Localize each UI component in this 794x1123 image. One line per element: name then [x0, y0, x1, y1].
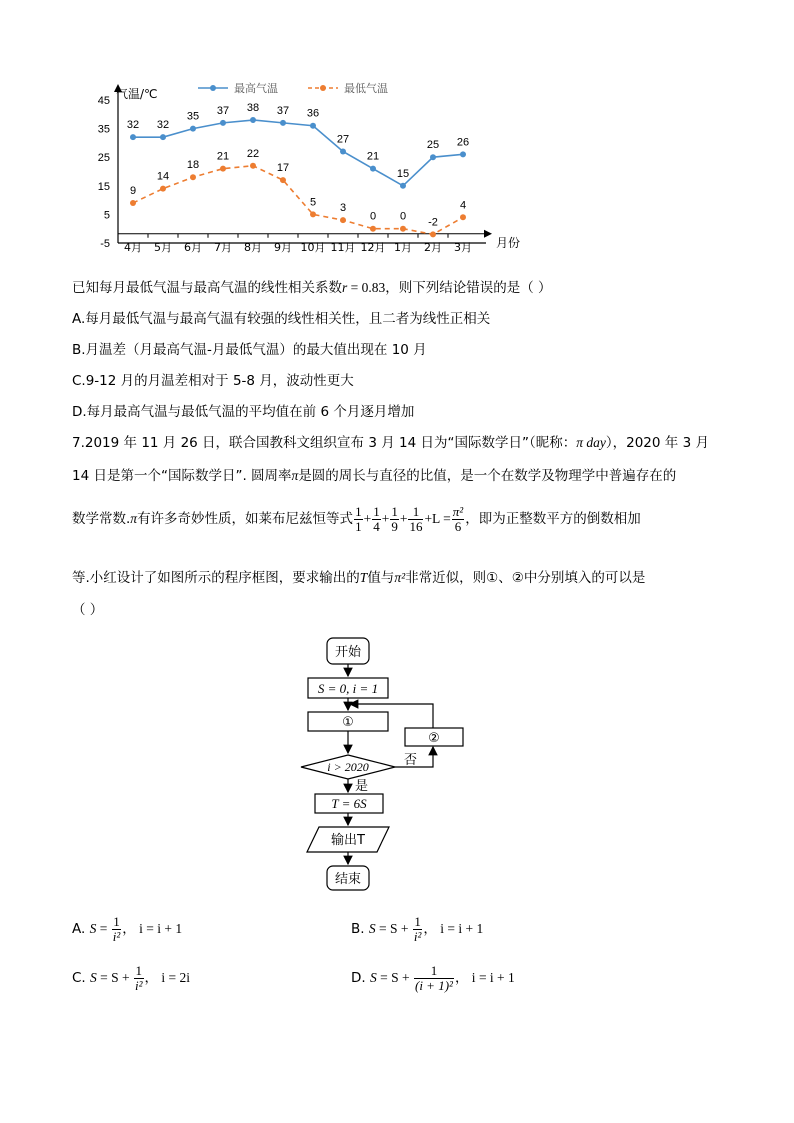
fraction-1-16: $\frac{1}{16}$ — [409, 503, 423, 534]
flow-start-label: 开始 — [334, 645, 362, 660]
data-point — [340, 217, 346, 223]
data-label: 5 — [309, 196, 317, 209]
data-label: 9 — [129, 184, 137, 197]
series-line — [133, 120, 463, 186]
data-label: 26 — [456, 136, 470, 149]
x-tick-label: 3月 — [454, 241, 472, 254]
flow-cond-label: i > 2020 — [327, 760, 369, 774]
q6-stem-text: 已知每月最低气温与最高气温的线性相关系数 — [72, 280, 342, 296]
data-label: 0 — [369, 210, 377, 223]
data-point — [130, 200, 136, 206]
data-point — [190, 174, 196, 180]
data-point — [280, 120, 286, 126]
x-tick-label: 4月 — [124, 241, 142, 254]
data-label: 38 — [246, 102, 260, 115]
x-tick-label: 7月 — [214, 241, 232, 254]
data-label: 36 — [306, 107, 320, 120]
data-label: 14 — [156, 170, 170, 183]
data-point — [130, 134, 136, 140]
x-axis-arrow — [484, 230, 492, 238]
data-point — [190, 126, 196, 132]
answer-d: D. S = S + $\frac{1}{\text{(i + 1)²}}$ ， i = i + 1 — [351, 963, 515, 993]
data-label: 18 — [186, 159, 200, 172]
data-label: 27 — [336, 133, 350, 146]
x-tick-label: 2月 — [424, 241, 442, 254]
y-tick-label: 35 — [97, 123, 110, 136]
legend-marker — [320, 85, 326, 91]
answer-c: C. S = S + $\frac{1}{\text{i²}}$ ， i = 2i — [72, 963, 191, 993]
data-point — [160, 134, 166, 140]
q7-l4-text: 等.小红设计了如图所示的程序框图，要求输出的 — [72, 570, 360, 586]
data-point — [310, 211, 316, 217]
data-point — [310, 123, 316, 129]
fraction-pi2-6: $\frac{\text{π²}}{6}$ — [452, 503, 464, 534]
q7-l3-mid: 有许多奇妙性质，如莱布尼兹恒等式 — [137, 511, 354, 527]
q7-T: T — [359, 570, 368, 585]
q6-stem-end: ，则下列结论错误的是（ ） — [385, 280, 552, 296]
data-label: 22 — [246, 147, 260, 160]
q6-r-value: = 0.83 — [347, 280, 386, 295]
flow-box1-label: ① — [342, 715, 354, 730]
plus-sign: + — [399, 511, 408, 526]
x-tick-label: 11月 — [330, 241, 356, 254]
data-point — [220, 120, 226, 126]
data-label: 37 — [216, 104, 230, 117]
data-label: 21 — [366, 150, 380, 163]
fraction-1-4: $\frac{1}{4}$ — [373, 503, 380, 534]
data-point — [250, 117, 256, 123]
q7-l3-end: ，即为正整数平方的倒数相加 — [465, 511, 641, 527]
x-tick-label: 9月 — [274, 241, 292, 254]
legend-marker — [210, 85, 216, 91]
data-label: 17 — [276, 162, 290, 175]
q7-pi-sq: π² — [394, 570, 406, 585]
data-label: 3 — [339, 202, 347, 215]
legend-label: 最低气温 — [344, 82, 388, 95]
q7-l4-end: 非常近似，则①、②中分别填入的可以是 — [405, 570, 646, 586]
y-tick-label: 15 — [97, 180, 110, 193]
y-axis-label: 气温/℃ — [116, 87, 158, 101]
q7-pi-3: π — [130, 511, 138, 526]
q7-l1-end: ），2020 年 3 月 — [605, 435, 709, 451]
x-tick-label: 10月 — [300, 241, 326, 254]
q6-r-var: r — [342, 280, 348, 295]
data-point — [160, 186, 166, 192]
data-point — [370, 166, 376, 172]
flow-calc-label: T = 6S — [331, 796, 367, 811]
data-point — [400, 183, 406, 189]
flow-end-label: 结束 — [334, 872, 362, 887]
q7-l2-text: 14 日是第一个“国际数学日”. 圆周率 — [72, 468, 292, 484]
data-point — [400, 226, 406, 232]
data-point — [340, 148, 346, 154]
flow-box2-label: ② — [428, 731, 440, 746]
flow-init-label: S = 0, i = 1 — [317, 681, 379, 696]
data-label: 37 — [276, 104, 290, 117]
data-label: 21 — [216, 150, 230, 163]
data-point — [430, 154, 436, 160]
data-label: 32 — [156, 119, 170, 132]
program-flowchart — [295, 632, 475, 894]
q7-l4-mid: 值与 — [367, 570, 395, 586]
q7-paren: （ ） — [72, 602, 104, 618]
y-tick-label: 25 — [97, 152, 110, 165]
data-label: 4 — [459, 199, 467, 212]
fraction-1-1: $\frac{1}{1}$ — [355, 503, 362, 534]
q7-pi-2: π — [291, 468, 299, 483]
x-tick-label: 12月 — [360, 241, 386, 254]
x-tick-label: 8月 — [244, 241, 262, 254]
q7-line4 — [72, 566, 645, 586]
answer-a: A. S = $\frac{1}{\text{i²}}$ ， i = i + 1 — [72, 914, 183, 944]
data-label: -2 — [428, 216, 438, 229]
data-label: 15 — [396, 167, 410, 180]
data-point — [280, 177, 286, 183]
q6-option-d: D.每月最高气温与最低气温的平均值在前 6 个月逐月增加 — [72, 404, 415, 420]
x-tick-label: 6月 — [184, 241, 202, 254]
y-tick-label: -5 — [100, 238, 110, 250]
q7-pi: π — [576, 435, 583, 450]
flow-no-label: 否 — [404, 753, 418, 768]
data-point — [220, 166, 226, 172]
data-label: 25 — [426, 139, 440, 152]
x-axis-label: 月份 — [496, 236, 521, 250]
q7-line1 — [72, 431, 709, 451]
q7-l3-text: 数学常数. — [72, 511, 131, 527]
flow-output-label: 输出T — [331, 833, 365, 848]
x-tick-label: 1月 — [394, 241, 412, 254]
plus-sign: + — [381, 511, 390, 526]
data-point — [370, 226, 376, 232]
plus-sign: + — [363, 511, 372, 526]
data-point — [430, 231, 436, 237]
data-label: 0 — [399, 210, 407, 223]
ellipsis-equals: +L = — [424, 511, 451, 526]
q7-l2-end: 是圆的周长与直径的比值，是一个在数学及物理学中普遍存在的 — [298, 468, 677, 484]
q6-option-a: A.每月最低气温与最高气温有较强的线性相关性，且二者为线性正相关 — [72, 311, 491, 327]
q7-line3 — [72, 500, 641, 538]
data-label: 32 — [126, 119, 140, 132]
data-point — [250, 163, 256, 169]
answer-b: B. S = S + $\frac{1}{\text{i²}}$ ， i = i + 1 — [351, 914, 484, 944]
temperature-line-chart — [88, 80, 528, 255]
x-tick-label: 5月 — [154, 241, 172, 254]
data-point — [460, 151, 466, 157]
q7-line2 — [72, 464, 676, 484]
flow-yes-label: 是 — [355, 779, 369, 794]
q6-option-b: B.月温差（月最高气温-月最低气温）的最大值出现在 10 月 — [72, 342, 427, 358]
y-tick-label: 5 — [103, 209, 110, 222]
q6-option-c: C.9-12 月的月温差相对于 5-8 月，波动性更大 — [72, 373, 354, 389]
data-point — [460, 214, 466, 220]
question6-stem — [72, 276, 552, 296]
data-label: 35 — [186, 110, 200, 123]
fraction-1-9: $\frac{1}{9}$ — [391, 503, 398, 534]
q7-l1-text: 7.2019 年 11 月 26 日，联合国教科文组织宣布 3 月 14 日为“国际数学日”（昵称： — [72, 435, 577, 451]
legend-label: 最高气温 — [234, 82, 278, 95]
y-tick-label: 45 — [97, 95, 110, 107]
q7-day: day — [583, 435, 606, 450]
